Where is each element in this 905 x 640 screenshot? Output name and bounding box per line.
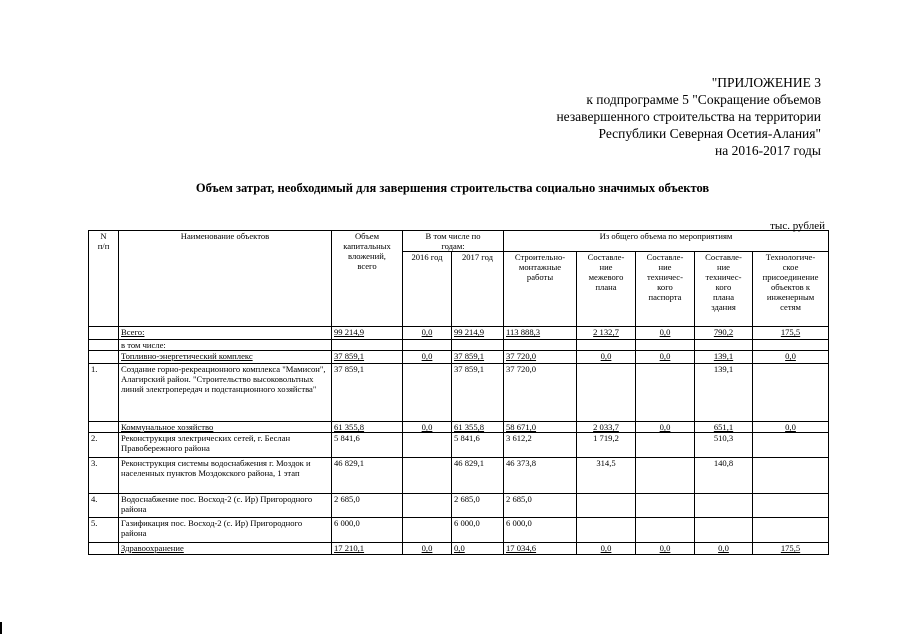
table-row (89, 458, 829, 494)
cell-boundary-plan: 2 033,7 (577, 422, 636, 433)
cell-boundary-plan (577, 518, 636, 543)
appendix-line: к подпрограмме 5 "Сокращение объемов (586, 92, 821, 107)
cell-tech-plan: 139,1 (695, 364, 753, 422)
cell-construction: 2 685,0 (504, 494, 577, 518)
header-by-measures (504, 231, 829, 252)
table-row (89, 494, 829, 518)
cell-num: 5. (89, 518, 119, 543)
header-name-text: Наименование объектов (180, 231, 270, 241)
cell-tech-connection (753, 458, 829, 494)
cell-boundary-plan (577, 340, 636, 351)
cell-object-name: Реконструкция системы водоснабжения г. Моздок и населенных пунктов Моздокского района, 1 этап (119, 458, 332, 494)
appendix-line: на 2016-2017 годы (715, 143, 821, 158)
appendix-header (556, 74, 821, 159)
units-label: тыс. рублей (770, 220, 825, 232)
header-construction (504, 252, 577, 327)
cell-2016 (403, 518, 452, 543)
cell-tech-passport (636, 458, 695, 494)
header-tech-connection (753, 252, 829, 327)
header-by-measures-text: Из общего объема по мероприятиям (599, 231, 733, 241)
cell-tech-passport: 0,0 (636, 422, 695, 433)
cell-2017: 5 841,6 (452, 433, 504, 458)
cell-tech-connection (753, 494, 829, 518)
cell-construction (504, 340, 577, 351)
header-num-text: N п/п (97, 231, 110, 251)
cell-tech-passport: 0,0 (636, 351, 695, 364)
cell-total: 37 859,1 (332, 364, 403, 422)
cell-num: 3. (89, 458, 119, 494)
cell-construction: 46 373,8 (504, 458, 577, 494)
cell-tech-passport (636, 340, 695, 351)
cell-tech-plan (695, 494, 753, 518)
cell-2016: 0,0 (403, 422, 452, 433)
cell-object-name: Газификация пос. Восход-2 (с. Ир) Пригородного района (119, 518, 332, 543)
header-tech-connection-text: Технологиче- ское присоединение объектов к инженерным сетям (762, 252, 819, 312)
cell-object-name: Коммунальное хозяйство (119, 422, 332, 433)
cell-total: 99 214,9 (332, 327, 403, 340)
appendix-line: "ПРИЛОЖЕНИЕ 3 (711, 75, 821, 90)
cell-2017: 61 355,8 (452, 422, 504, 433)
appendix-line: незавершенного строительства на территории (556, 109, 821, 124)
cell-2017: 99 214,9 (452, 327, 504, 340)
cell-construction: 6 000,0 (504, 518, 577, 543)
cell-total: 2 685,0 (332, 494, 403, 518)
cell-2017: 6 000,0 (452, 518, 504, 543)
cell-total: 5 841,6 (332, 433, 403, 458)
appendix-line: Республики Северная Осетия-Алания" (598, 126, 821, 141)
cell-num: 2. (89, 433, 119, 458)
header-2016-text: 2016 год (411, 252, 443, 262)
cell-tech-plan (695, 340, 753, 351)
header-num (89, 231, 119, 327)
cell-total: 37 859,1 (332, 351, 403, 364)
cell-boundary-plan (577, 494, 636, 518)
cell-boundary-plan: 0,0 (577, 543, 636, 555)
table-row (89, 518, 829, 543)
cell-2017: 2 685,0 (452, 494, 504, 518)
table-body (89, 327, 829, 555)
cell-boundary-plan: 1 719,2 (577, 433, 636, 458)
cell-tech-connection (753, 433, 829, 458)
cell-2016: 0,0 (403, 327, 452, 340)
cell-tech-passport: 0,0 (636, 543, 695, 555)
cell-object-name: Создание горно-рекреационного комплекса "Мамисон", Алагирский район. "Строительство высоковольтных линий электропередач и подстанционного хозяйства" (119, 364, 332, 422)
cell-object-name: Водоснабжение пос. Восход-2 (с. Ир) Пригородного района (119, 494, 332, 518)
cell-tech-connection (753, 364, 829, 422)
cell-tech-passport: 0,0 (636, 327, 695, 340)
cell-num: 1. (89, 364, 119, 422)
cell-object-name: Реконструкция электрических сетей, г. Беслан Правобережного района (119, 433, 332, 458)
cell-tech-plan: 651,1 (695, 422, 753, 433)
cell-total: 6 000,0 (332, 518, 403, 543)
cell-object-name: Топливно-энергетический комплекс (119, 351, 332, 364)
cell-2016: 0,0 (403, 543, 452, 555)
table-row (89, 351, 829, 364)
header-tech-passport (636, 252, 695, 327)
table-row (89, 543, 829, 555)
cell-tech-plan: 510,3 (695, 433, 753, 458)
cell-construction: 3 612,2 (504, 433, 577, 458)
cell-2016 (403, 494, 452, 518)
cell-tech-plan: 0,0 (695, 543, 753, 555)
cell-tech-passport (636, 494, 695, 518)
cell-tech-passport (636, 364, 695, 422)
cell-object-name: в том числе: (119, 340, 332, 351)
cell-tech-connection: 0,0 (753, 351, 829, 364)
cell-2016: 0,0 (403, 351, 452, 364)
cell-num (89, 327, 119, 340)
cell-tech-connection: 0,0 (753, 422, 829, 433)
cell-total: 17 210,1 (332, 543, 403, 555)
cell-tech-connection (753, 340, 829, 351)
document-title: Объем затрат, необходимый для завершения строительства социально значимых объектов (195, 181, 710, 195)
cell-total: 61 355,8 (332, 422, 403, 433)
cell-num (89, 422, 119, 433)
cell-2017 (452, 340, 504, 351)
header-tech-passport-text: Составле- ние техничес- кого паспорта (646, 252, 684, 302)
cell-2016 (403, 458, 452, 494)
cell-tech-passport (636, 433, 695, 458)
header-by-years (403, 231, 504, 252)
header-2017 (452, 252, 504, 327)
cell-construction: 37 720,0 (504, 351, 577, 364)
cell-2017: 37 859,1 (452, 364, 504, 422)
cell-tech-connection: 175,5 (753, 327, 829, 340)
cell-2017: 0,0 (452, 543, 504, 555)
cell-tech-plan: 139,1 (695, 351, 753, 364)
header-by-years-text: В том числе по годам: (425, 231, 481, 251)
cell-boundary-plan: 2 132,7 (577, 327, 636, 340)
cell-boundary-plan: 314,5 (577, 458, 636, 494)
cell-tech-plan: 140,8 (695, 458, 753, 494)
scan-edge-mark (0, 622, 2, 634)
cell-2017: 37 859,1 (452, 351, 504, 364)
header-construction-text: Строительно- монтажные работы (514, 252, 566, 282)
cell-tech-connection: 175,5 (753, 543, 829, 555)
cell-boundary-plan: 0,0 (577, 351, 636, 364)
cell-2016 (403, 364, 452, 422)
cell-2016 (403, 433, 452, 458)
cell-2016 (403, 340, 452, 351)
cell-object-name: Всего: (119, 327, 332, 340)
header-total (332, 231, 403, 327)
cell-num (89, 543, 119, 555)
header-boundary-plan (577, 252, 636, 327)
cost-table (88, 230, 829, 555)
header-name (119, 231, 332, 327)
header-boundary-plan-text: Составле- ние межевого плана (587, 252, 625, 292)
cell-total: 46 829,1 (332, 458, 403, 494)
cell-construction: 58 671,0 (504, 422, 577, 433)
cell-tech-plan (695, 518, 753, 543)
table-row (89, 327, 829, 340)
cell-construction: 113 888,3 (504, 327, 577, 340)
header-2016 (403, 252, 452, 327)
table-row (89, 433, 829, 458)
cell-construction: 17 034,6 (504, 543, 577, 555)
cell-2017: 46 829,1 (452, 458, 504, 494)
table-row (89, 422, 829, 433)
header-tech-plan-text: Составле- ние техничес- кого плана здания (705, 252, 742, 312)
cell-num (89, 340, 119, 351)
table-row (89, 364, 829, 422)
cell-total (332, 340, 403, 351)
cell-tech-connection (753, 518, 829, 543)
cell-tech-plan: 790,2 (695, 327, 753, 340)
cell-boundary-plan (577, 364, 636, 422)
cell-num (89, 351, 119, 364)
cell-tech-passport (636, 518, 695, 543)
header-total-text: Объем капитальных вложений, всего (343, 231, 391, 271)
header-2017-text: 2017 год (461, 252, 494, 262)
table-row (89, 340, 829, 351)
cell-object-name: Здравоохранение (119, 543, 332, 555)
cell-construction: 37 720,0 (504, 364, 577, 422)
cell-num: 4. (89, 494, 119, 518)
header-tech-plan (695, 252, 753, 327)
